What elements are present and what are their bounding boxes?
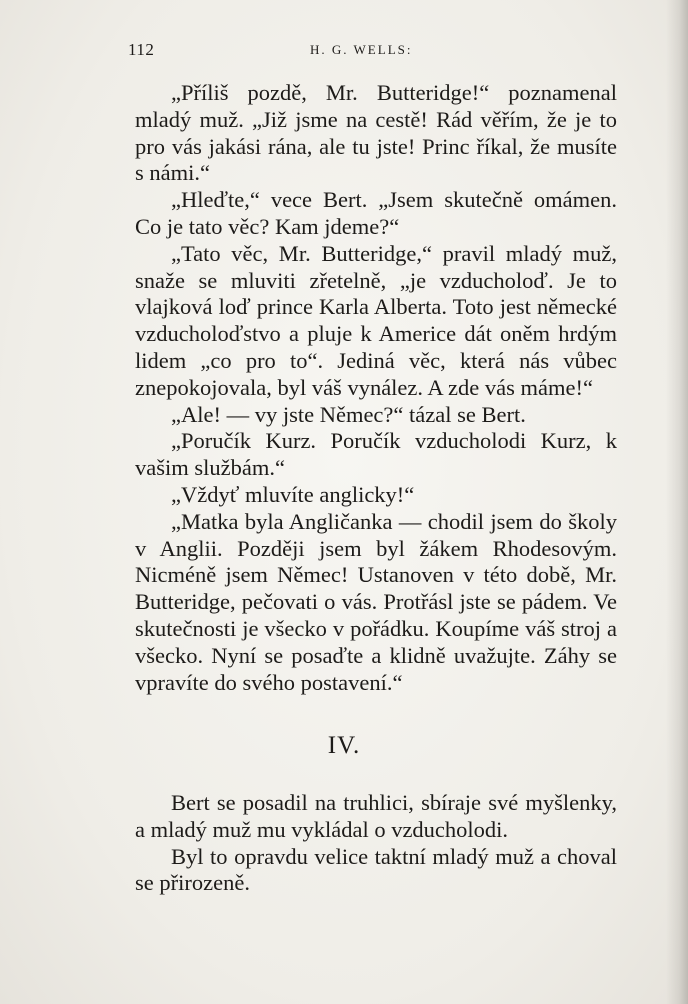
paragraph: „Ale! — vy jste Němec?“ tázal se Bert. bbox=[171, 401, 526, 427]
paragraph: „Hleďte,“ vece Bert. „Jsem skutečně omámen. Co je tato věc? Kam jdeme?“ bbox=[135, 187, 617, 239]
paragraph: Byl to opravdu velice taktní mladý muž a choval se přirozeně. bbox=[135, 843, 617, 896]
running-head bbox=[128, 40, 628, 64]
paragraph: „Matka byla Angličanka — chodil jsem do školy v Anglii. Později jsem byl žákem Rhodesovým. Nicméně jsem Němec! Ustanoven v této době, Mr. Butteridge, pečovati o vás. Protřásl jste se pádem. Ve skutečnosti je všecko v pořádku. Koupíme váš stroj a všecko. Nyní se posaďte a klidně uvažujte. Záhy se vpravíte do svého postavení.“ bbox=[135, 508, 617, 695]
paragraph: „Poručík Kurz. Poručík vzducholodi Kurz, k vašim službám.“ bbox=[135, 428, 617, 481]
paragraph: „Příliš pozdě, Mr. Butteridge!“ poznamenal mladý muž. „Již jsme na cestě! Rád věřím, že je to pro vás jakási rána, ale tu jste! Princ říkal, že musíte s námi.“ bbox=[135, 80, 617, 186]
running-title: H. G. WELLS: bbox=[310, 42, 413, 57]
page-number: 112 bbox=[128, 40, 155, 59]
paragraph: „Vždyť mluvíte anglicky!“ bbox=[171, 481, 415, 507]
paragraph: „Tato věc, Mr. Butteridge,“ pravil mladý muž, snaže se mluviti zřetelně, „je vzducholoď. Je to vlajková loď prince Karla Alberta. Toto jest německé vzducholoďstvo a pluje k Americe dát oněm hrdým lidem „co pro to“. Jediná věc, která nás vůbec znepokojovala, byl váš vynález. A zde vás máme!“ bbox=[135, 240, 617, 400]
chapter-body-text bbox=[135, 790, 617, 897]
paragraph: Bert se posadil na truhlici, sbíraje své myšlenky, a mladý muž mu vykládal o vzducholodi. bbox=[135, 790, 617, 842]
body-text bbox=[135, 80, 617, 696]
chapter-heading: IV. bbox=[327, 732, 361, 759]
binding-shadow bbox=[666, 0, 688, 1004]
